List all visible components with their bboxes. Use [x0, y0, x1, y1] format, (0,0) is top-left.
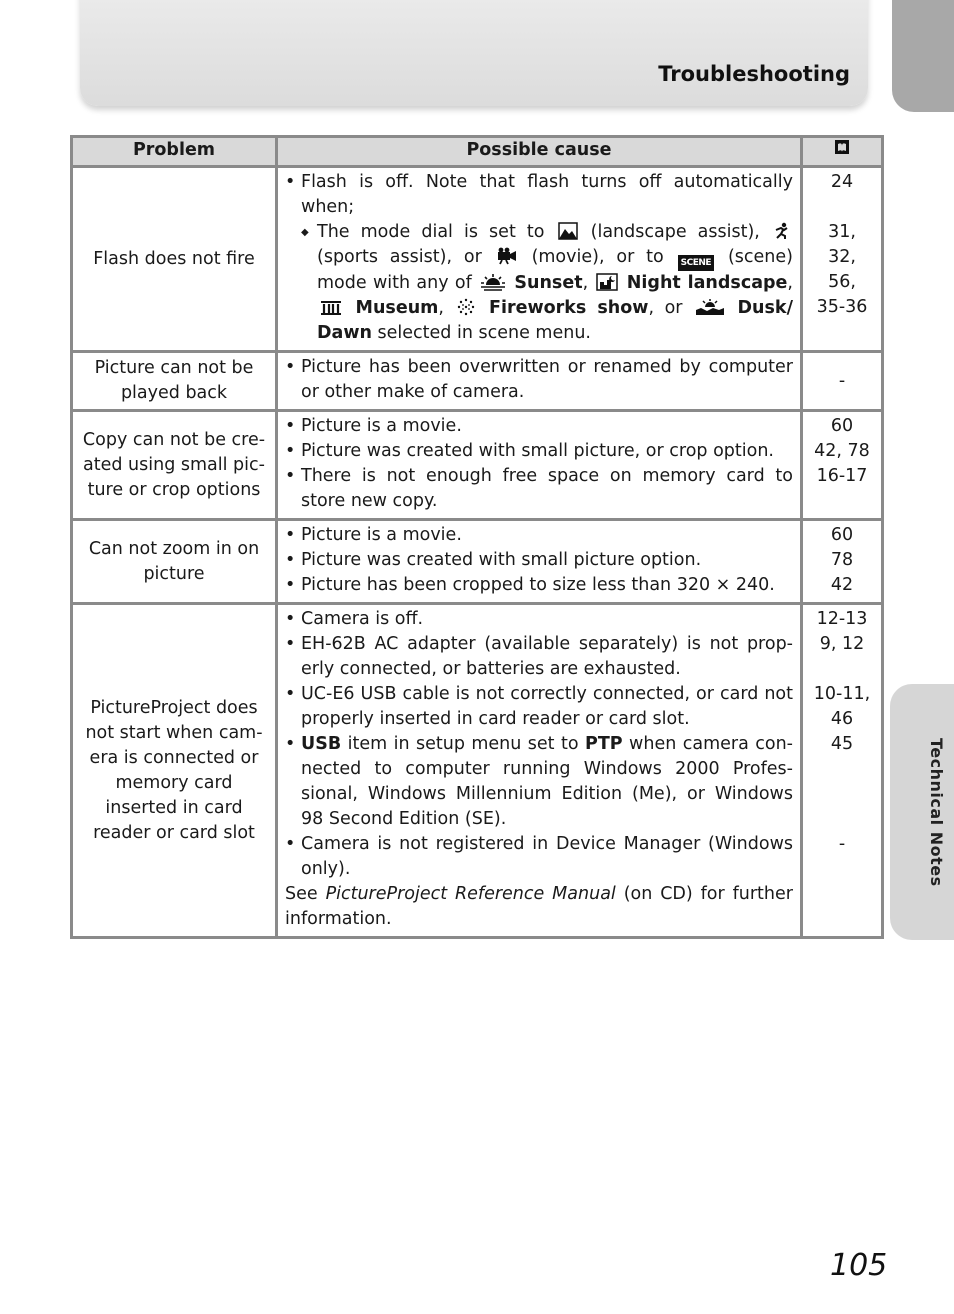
night-landscape-icon	[596, 273, 618, 291]
museum-icon	[319, 298, 343, 316]
chapter-tab-top	[892, 0, 954, 112]
problem-cell: PictureProject does not start when cam-era is connected or memory card inserted in card reader or card slot	[72, 604, 277, 938]
cause-item: • Picture is a movie.	[285, 414, 793, 439]
table-row	[72, 604, 883, 938]
page-title: Troubleshooting	[658, 62, 850, 86]
page-ref-cell: 60 78 42	[802, 520, 883, 604]
problem-cell: Copy can not be cre-ated using small pic-ture or crop options	[72, 411, 277, 520]
cause-cell	[277, 604, 802, 938]
table-row	[72, 411, 883, 520]
header-page	[802, 137, 883, 167]
sports-assist-icon	[773, 222, 791, 240]
movie-icon	[496, 247, 518, 265]
cause-cell	[277, 167, 802, 352]
fireworks-icon	[456, 298, 476, 316]
cause-item: • Picture has been cropped to size less than 320 × 240.	[285, 573, 793, 598]
cause-item: • There is not enough free space on memory card to store new copy.	[285, 464, 793, 514]
table-row	[72, 167, 883, 352]
cause-item: • Camera is off.	[285, 607, 793, 632]
cause-item: • Picture was created with small picture, or crop option.	[285, 439, 793, 464]
header-problem: Problem	[72, 137, 277, 167]
cause-item: • UC-E6 USB cable is not correctly connected, or card not properly inserted in card reader or card slot.	[285, 682, 793, 732]
sunset-icon	[480, 273, 506, 291]
cause-item: • Picture has been overwritten or renamed by computer or other make of camera.	[285, 355, 793, 405]
landscape-assist-icon	[558, 222, 578, 240]
cause-cell	[277, 520, 802, 604]
cause-cell	[277, 352, 802, 411]
book-icon	[833, 138, 851, 156]
see-manual-note: See PictureProject Reference Manual (on CD) for further information.	[285, 884, 793, 929]
page-ref-cell: -	[802, 352, 883, 411]
page-ref-cell: 24 31, 32, 56, 35-36	[802, 167, 883, 352]
problem-cell: Flash does not fire	[72, 167, 277, 352]
cause-item: • Picture was created with small picture option.	[285, 548, 793, 573]
problem-cell: Picture can not be played back	[72, 352, 277, 411]
table-row	[72, 520, 883, 604]
section-tab-label: Technical Notes	[927, 737, 946, 887]
header-cause: Possible cause	[277, 137, 802, 167]
cause-item: • Picture is a movie.	[285, 523, 793, 548]
troubleshooting-table	[70, 135, 884, 939]
cause-item: • USB item in setup menu set to PTP when camera con-nected to computer running Windows 2000 Profes-sional, Windows Millennium Edition (Me), or Windows 98 Second Edition (SE).	[285, 732, 793, 832]
table-row	[72, 352, 883, 411]
table-header-row	[72, 137, 883, 167]
page-ref-cell: 60 42, 78 16-17	[802, 411, 883, 520]
page-ref-cell: 12-13 9, 12 10-11, 46 45 -	[802, 604, 883, 938]
cause-item: • Camera is not registered in Device Manager (Windows only).	[285, 832, 793, 882]
scene-icon: SCENE	[678, 255, 714, 271]
page-number: 105	[830, 1248, 888, 1283]
problem-cell: Can not zoom in on picture	[72, 520, 277, 604]
cause-cell	[277, 411, 802, 520]
page-header	[80, 0, 868, 106]
section-tab	[890, 684, 954, 940]
dusk-dawn-icon	[695, 298, 725, 316]
cause-item: • EH-62B AC adapter (available separately) is not prop-erly connected, or batteries are exhausted.	[285, 632, 793, 682]
cause-item: • Flash is off. Note that flash turns off automatically when;	[285, 170, 793, 220]
cause-subitem: ◆ The mode dial is set to (landscape assist), (sports assist), or (movie), or to SCENE (scene) mode with any of Sunset, Night landscape, Museum, Fireworks show, or Dusk/ Dawn selected in scene menu.	[285, 220, 793, 346]
